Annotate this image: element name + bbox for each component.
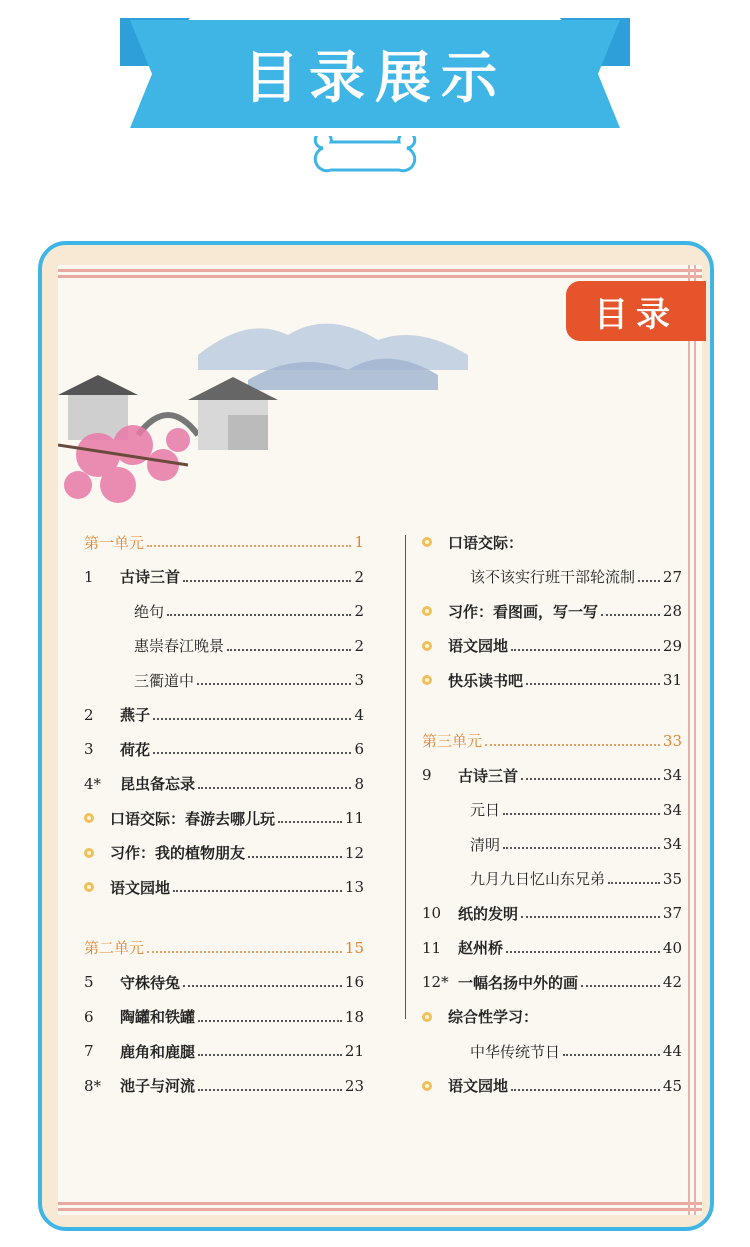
page-number: 27 [662,567,682,586]
lesson-number: 4* [84,774,102,793]
leader-dots [198,787,351,789]
entry-title: 口语交际：春游去哪儿玩 [110,809,276,828]
entry-title: 纸的发明 [458,904,519,923]
toc-entry [84,665,364,695]
lesson-number: 7 [84,1042,94,1060]
leader-dots [248,856,342,858]
lesson-number: 3 [84,740,94,758]
page-number: 1 [354,533,364,551]
toc-entry [84,838,364,868]
page-number: 33 [662,731,682,750]
leader-dots [227,649,351,651]
page-number: 2 [354,567,364,586]
entry-title: 守株待兔 [120,973,181,992]
toc-entry [422,933,682,963]
entry-title: 池子与河流 [120,1077,196,1095]
page-number: 3 [354,671,364,689]
title-banner [120,14,630,134]
bullet-circle-icon [84,848,94,858]
page-number: 34 [662,766,682,784]
entry-title: 燕子 [120,706,151,724]
lesson-number: 12* [422,973,449,991]
entry-title: 快乐读书吧 [448,671,524,690]
toc-entry [84,933,364,963]
page-number: 44 [662,1042,682,1060]
bullet-circle-icon [84,813,94,823]
toc-entry [422,1036,682,1066]
bullet-circle-icon [84,882,94,892]
entry-title: 古诗三首 [458,766,519,785]
toc-entry [422,795,682,825]
leader-dots [638,580,660,582]
leader-dots [601,614,660,616]
leader-dots [503,813,660,815]
page-number: 45 [662,1076,682,1095]
lesson-number: 8* [84,1076,102,1095]
toc-entry [84,1036,364,1066]
page-number: 6 [354,740,364,758]
toc-entry [84,596,364,626]
page-number: 13 [344,878,364,896]
toc-entry [84,700,364,730]
page-number: 40 [662,938,682,957]
bullet-circle-icon [422,675,432,685]
toc-tag: 目录 [566,281,706,341]
leader-dots [153,752,351,754]
entry-title: 一幅名扬中外的画 [458,973,579,992]
toc-entry [422,760,682,790]
lesson-number: 11 [422,938,442,957]
banner-title: 目录展示 [243,46,507,111]
bullet-circle-icon [422,537,432,547]
entry-title: 第二单元 [84,939,145,957]
landscape-illustration [58,295,478,505]
top-stripe [58,275,702,278]
entry-title: 习作：我的植物朋友 [110,844,246,862]
page-number: 8 [354,774,364,793]
toc-entry [84,1002,364,1032]
entry-title: 荷花 [120,740,151,759]
toc-entry [422,596,682,626]
leader-dots [198,1089,342,1091]
page-number: 37 [662,904,682,922]
lesson-number: 1 [84,567,94,586]
side-stripe [694,265,696,1215]
bone-icon [305,136,425,176]
toc-entry [422,1071,682,1101]
toc-entry [422,726,682,756]
entry-title: 语文园地 [448,1077,509,1095]
lesson-number: 5 [84,973,94,991]
leader-dots [198,1054,342,1056]
entry-title: 鹿角和鹿腿 [120,1042,196,1061]
toc-entry [422,967,682,997]
leader-dots [526,683,660,685]
page-number: 34 [662,800,682,819]
leader-dots [608,882,660,884]
leader-dots [511,649,660,651]
leader-dots [198,1020,342,1022]
entry-title: 口语交际： [448,533,524,552]
leader-dots [197,683,351,685]
leader-dots [147,951,342,953]
toc-entry [84,872,364,902]
page-number: 42 [662,973,682,991]
bullet-circle-icon [422,1081,432,1091]
bullet-circle-icon [422,1012,432,1022]
page-number: 2 [354,602,364,620]
leader-dots [563,1054,660,1056]
page-number: 15 [344,938,364,957]
entry-title: 赵州桥 [458,939,504,957]
lesson-number: 9 [422,766,432,784]
toc-entry [422,898,682,928]
entry-title: 三衢道中 [134,671,195,690]
toc-entry [422,527,682,557]
entry-title: 陶罐和铁罐 [120,1008,196,1026]
page-number: 12 [344,843,364,862]
entry-title: 中华传统节日 [470,1042,561,1061]
leader-dots [506,951,660,953]
top-stripe [58,269,702,272]
entry-title: 习作：看图画，写一写 [448,602,599,621]
page-number: 34 [662,835,682,853]
entry-title: 语文园地 [448,637,509,655]
entry-title: 惠崇春江晚景 [134,637,225,655]
page-number: 16 [344,973,364,991]
toc-entry [84,631,364,661]
leader-dots [485,744,660,746]
entry-title: 绝句 [134,602,165,621]
page-number: 2 [354,636,364,655]
leader-dots [511,1089,660,1091]
toc-entry [84,1071,364,1101]
page-number: 4 [354,705,364,724]
leader-dots [503,847,660,849]
toc-entry [84,967,364,997]
side-stripe [688,265,690,1215]
lesson-number: 2 [84,705,94,724]
toc-entry [84,527,364,557]
entry-title: 清明 [470,835,501,854]
toc-entry [84,769,364,799]
page-number: 29 [662,636,682,655]
leader-dots [581,985,660,987]
entry-title: 昆虫备忘录 [120,775,196,793]
entry-title: 该不该实行班干部轮流制 [470,568,636,586]
leader-dots [521,778,660,780]
entry-title: 语文园地 [110,878,171,897]
page-number: 11 [344,809,364,827]
toc-entry [422,1002,682,1032]
toc-entry [84,734,364,764]
column-divider [405,535,406,1019]
bullet-circle-icon [422,606,432,616]
page-number: 28 [662,602,682,620]
lesson-number: 6 [84,1007,94,1026]
leader-dots [183,580,351,582]
page-number: 23 [344,1076,364,1095]
toc-entry [422,864,682,894]
bottom-stripe [58,1208,702,1211]
entry-title: 古诗三首 [120,568,181,586]
entry-title: 第一单元 [84,533,145,552]
toc-entry [84,803,364,833]
bottom-stripe [58,1202,702,1205]
entry-title: 九月九日忆山东兄弟 [470,870,606,888]
leader-dots [521,916,660,918]
entry-title: 综合性学习： [448,1008,539,1026]
leader-dots [278,821,342,823]
toc-entry [422,631,682,661]
leader-dots [173,890,342,892]
toc-entry [422,665,682,695]
bullet-circle-icon [422,641,432,651]
entry-title: 元日 [470,801,501,819]
toc-entry [422,829,682,859]
entry-title: 第三单元 [422,732,483,750]
page-number: 31 [662,671,682,689]
leader-dots [153,718,351,720]
page-number: 18 [344,1007,364,1026]
leader-dots [167,614,351,616]
page-number: 21 [344,1042,364,1060]
leader-dots [147,545,351,547]
toc-frame [38,241,714,1231]
toc-entry [422,562,682,592]
toc-page [58,265,702,1215]
toc-entry [84,562,364,592]
lesson-number: 10 [422,904,442,922]
page-number: 35 [662,869,682,888]
leader-dots [183,985,342,987]
